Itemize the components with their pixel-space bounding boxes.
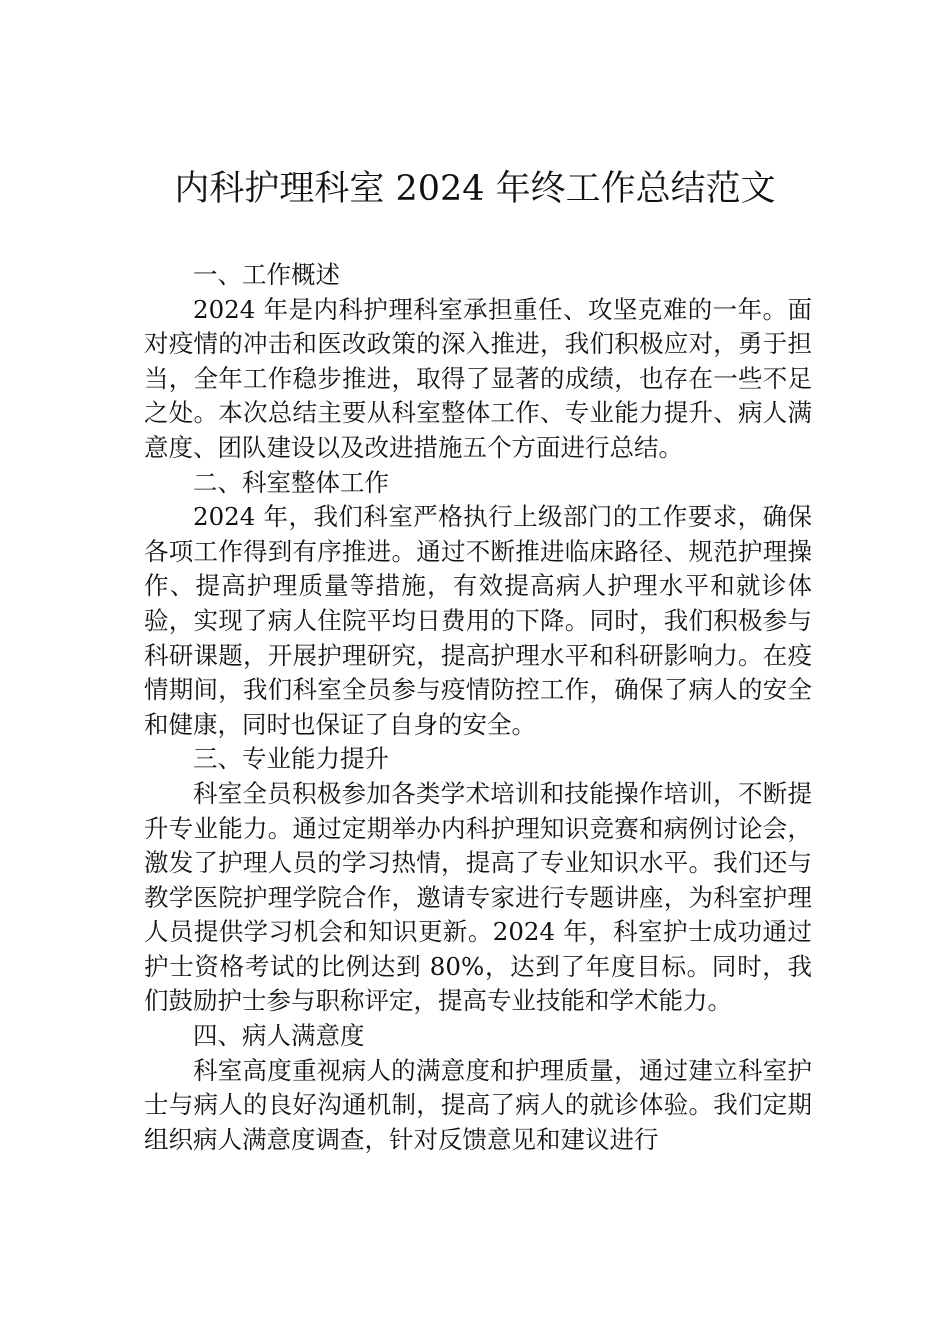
section-heading-patient-satisfaction: 四、病人满意度 [193, 1021, 365, 1051]
paragraph-department-work: 2024 年，我们科室严格执行上级部门的工作要求，确保各项工作得到有序推进。通过不断推进临床路径、规范护理操作、提高护理质量等措施，有效提高病人护理水平和就诊体验，实现了病人住院平均日费用的下降。同时，我们积极参与科研课题，开展护理研究，提高护理水平和科研影响力。在疫情期间，我们科室全员参与疫情防控工作，确保了病人的安全和健康，同时也保证了自身的安全。 [144, 502, 812, 739]
paragraph-professional-ability: 科室全员积极参加各类学术培训和技能操作培训，不断提升专业能力。通过定期举办内科护理知识竞赛和病例讨论会，激发了护理人员的学习热情，提高了专业知识水平。我们还与教学医院护理学院合作，邀请专家进行专题讲座，为科室护理人员提供学习机会和知识更新。2024 年，科室护士成功通过护士资格考试的比例达到 80%，达到了年度目标。同时，我们鼓励护士参与职称评定，提高专业技能和学术能力。 [144, 778, 812, 1016]
paragraph-patient-satisfaction: 科室高度重视病人的满意度和护理质量，通过建立科室护士与病人的良好沟通机制，提高了病人的就诊体验。我们定期组织病人满意度调查，针对反馈意见和建议进行 [144, 1055, 812, 1154]
paragraph-overview: 2024 年是内科护理科室承担重任、攻坚克难的一年。面对疫情的冲击和医改政策的深入推进，我们积极应对，勇于担当，全年工作稳步推进，取得了显著的成绩，也存在一些不足之处。本次总结主要从科室整体工作、专业能力提升、病人满意度、团队建设以及改进措施五个方面进行总结。 [144, 294, 812, 462]
section-heading-overview: 一、工作概述 [193, 260, 340, 289]
document-title: 内科护理科室 2024 年终工作总结范文 [174, 169, 776, 209]
section-heading-professional-ability: 三、专业能力提升 [193, 744, 389, 774]
document-body [144, 258, 812, 1157]
section-heading-department-work: 二、科室整体工作 [193, 467, 389, 497]
